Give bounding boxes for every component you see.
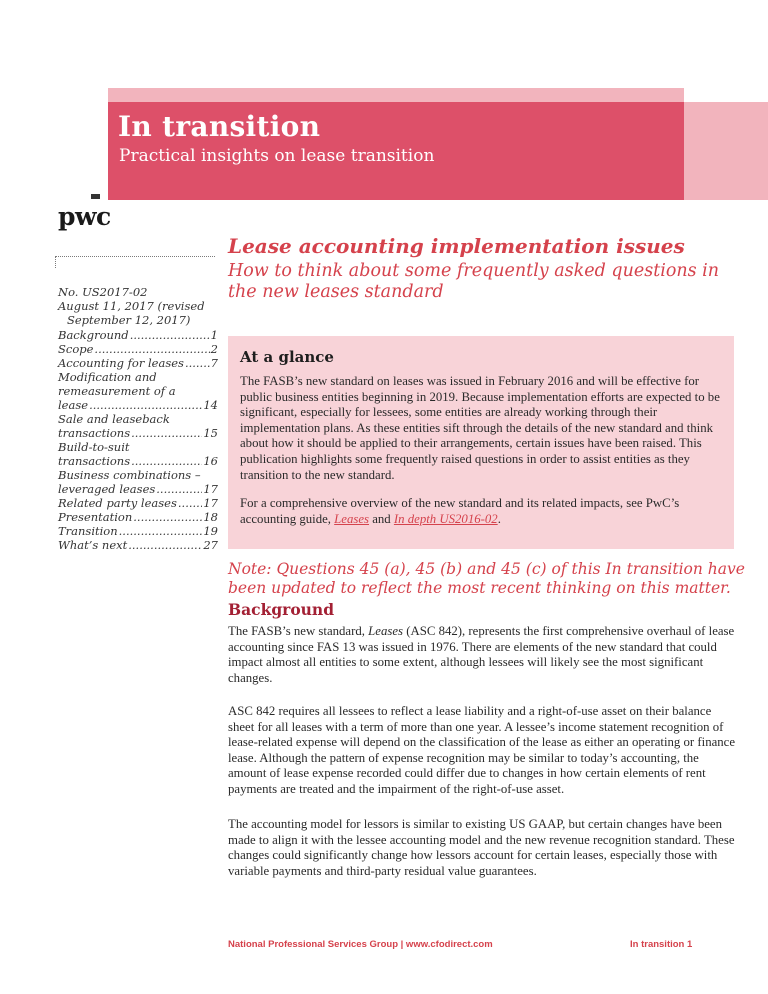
toc-leader-dots bbox=[178, 496, 202, 510]
toc-leader-dots bbox=[131, 426, 202, 440]
background-heading: Background bbox=[228, 600, 335, 619]
toc-item[interactable] bbox=[58, 496, 218, 510]
toc-item[interactable] bbox=[58, 482, 218, 496]
footer-publisher: National Professional Services Group | www.cfodirect.com bbox=[228, 939, 493, 950]
at-a-glance-box bbox=[228, 336, 734, 549]
glance-text: For a comprehensive overview of the new standard and its related impacts, see PwC’s accounting guide, bbox=[240, 496, 680, 526]
toc-item-page[interactable]: 15 bbox=[203, 426, 218, 440]
publication-number: No. US2017-02 bbox=[58, 285, 148, 299]
update-note: Note: Questions 45 (a), 45 (b) and 45 (c) of this In transition have been updated to reflect the most recent thinking on this matter. bbox=[228, 560, 745, 597]
toc-item-page[interactable]: 27 bbox=[203, 538, 218, 552]
toc-item-label[interactable]: transactions bbox=[58, 454, 131, 468]
toc-item-page[interactable]: 19 bbox=[203, 524, 218, 538]
toc-item-line[interactable]: Business combinations – bbox=[58, 468, 201, 482]
toc-item-label[interactable]: lease bbox=[58, 398, 89, 412]
toc-leader-dots bbox=[119, 524, 203, 538]
glance-text: and bbox=[369, 511, 394, 526]
toc-item-page[interactable]: 2 bbox=[210, 342, 218, 356]
logo-mark-icon bbox=[91, 194, 100, 199]
toc-item[interactable] bbox=[58, 342, 218, 356]
toc-leader-dots bbox=[128, 538, 202, 552]
toc-item-label[interactable]: What’s next bbox=[58, 538, 128, 552]
toc-leader-dots bbox=[94, 342, 209, 356]
banner-title: In transition bbox=[118, 110, 321, 143]
toc-leader-dots bbox=[131, 454, 202, 468]
toc-item[interactable] bbox=[58, 538, 218, 552]
background-paragraph-2: ASC 842 requires all lessees to reflect a lease liability and a right-of-use asset on their balance sheet for all leases with a term of more than one year. A lessee’s income statement recognition of lease-related expense will depend on the classification of the lease as either an operating or finance lease. Although the pattern of expense recognition may be similar to today’s accounting, the amount of lease expense recorded could differ due to changes in how certain elements of rent payments are treated and the impairment of the right-of-use asset. bbox=[228, 704, 736, 796]
table-of-contents bbox=[58, 328, 218, 552]
body-text-emphasis: Leases bbox=[368, 624, 404, 638]
publication-date: August 11, 2017 (revised bbox=[58, 299, 205, 313]
background-paragraph-1 bbox=[228, 624, 738, 686]
banner-accent-right bbox=[684, 102, 768, 200]
body-text: The FASB’s new standard, bbox=[228, 624, 369, 638]
toc-leader-dots bbox=[156, 482, 202, 496]
toc-item-line[interactable]: Build-to-suit bbox=[58, 440, 130, 454]
toc-item-page[interactable]: 18 bbox=[203, 510, 218, 524]
page-subtitle: How to think about some frequently asked questions in the new leases standard bbox=[228, 261, 720, 302]
pwc-logo bbox=[56, 194, 126, 236]
glance-heading: At a glance bbox=[240, 348, 334, 366]
toc-item[interactable] bbox=[58, 356, 218, 370]
toc-item-label[interactable]: Presentation bbox=[58, 510, 133, 524]
glance-paragraph: The FASB’s new standard on leases was issued in February 2016 and will be effective for public business entities beginning in 2019. Because implementation efforts are expected to be significant, especially for lessees, some entities are already working through their implementation plans. As these entities sift through the details of the new standard and think about how it should be applied to their arrangements, certain issues have been raised. This publication highlights some frequently raised questions in order to assist entities as they transition to the new standard. bbox=[240, 374, 720, 482]
in-depth-link[interactable]: In depth US2016-02 bbox=[393, 511, 498, 526]
toc-item-label[interactable]: Accounting for leases bbox=[58, 356, 184, 370]
footer-page-number: In transition 1 bbox=[630, 939, 693, 950]
toc-item[interactable] bbox=[58, 328, 218, 342]
background-paragraph-3: The accounting model for lessors is similar to existing US GAAP, but certain changes have been made to align it with the lessee accounting model and the new revenue recognition standard. These changes could significantly change how lessors account for certain leases, especially those with variable payments and third-party residual value guarantees. bbox=[228, 817, 735, 878]
toc-item[interactable] bbox=[58, 454, 218, 468]
toc-item[interactable] bbox=[58, 398, 218, 412]
publication-meta bbox=[58, 285, 216, 327]
toc-item-label[interactable]: Scope bbox=[58, 342, 94, 356]
toc-leader-dots bbox=[185, 356, 210, 370]
publication-date-revised: September 12, 2017) bbox=[67, 313, 191, 327]
glance-text: . bbox=[497, 511, 501, 526]
toc-item-page[interactable]: 16 bbox=[203, 454, 218, 468]
page-title: Lease accounting implementation issues bbox=[228, 234, 685, 258]
leases-guide-link[interactable]: Leases bbox=[334, 511, 370, 526]
toc-item[interactable] bbox=[58, 524, 218, 538]
sidebar-divider-tick bbox=[55, 256, 56, 268]
toc-item-line[interactable]: Modification and bbox=[58, 370, 157, 384]
toc-item[interactable] bbox=[58, 510, 218, 524]
banner-accent-top bbox=[108, 88, 684, 102]
toc-item-page[interactable]: 17 bbox=[203, 482, 218, 496]
toc-item-label[interactable]: Background bbox=[58, 328, 129, 342]
toc-item-label[interactable]: transactions bbox=[58, 426, 131, 440]
toc-item-page[interactable]: 7 bbox=[210, 356, 218, 370]
logo-text: pwc bbox=[58, 202, 111, 231]
toc-item-page[interactable]: 17 bbox=[203, 496, 218, 510]
glance-links-paragraph bbox=[240, 496, 722, 527]
toc-leader-dots bbox=[133, 510, 202, 524]
toc-item-page[interactable]: 1 bbox=[210, 328, 218, 342]
toc-item-label[interactable]: Transition bbox=[58, 524, 118, 538]
toc-leader-dots bbox=[89, 398, 202, 412]
body-text: (ASC 842), represents the first comprehensive overhaul of lease accounting since FAS 13 was issued in 1976. There are elements of the new standard that could impact almost all entities to some extent, although lessees will likely see the most significant changes. bbox=[228, 624, 735, 685]
toc-item-line[interactable]: remeasurement of a bbox=[58, 384, 176, 398]
banner-subtitle: Practical insights on lease transition bbox=[119, 146, 435, 166]
toc-item-label[interactable]: leveraged leases bbox=[58, 482, 156, 496]
toc-item-page[interactable]: 14 bbox=[203, 398, 218, 412]
toc-leader-dots bbox=[130, 328, 210, 342]
toc-item[interactable] bbox=[58, 426, 218, 440]
toc-item-line[interactable]: Sale and leaseback bbox=[58, 412, 170, 426]
sidebar-divider bbox=[55, 256, 215, 257]
toc-item-label[interactable]: Related party leases bbox=[58, 496, 177, 510]
